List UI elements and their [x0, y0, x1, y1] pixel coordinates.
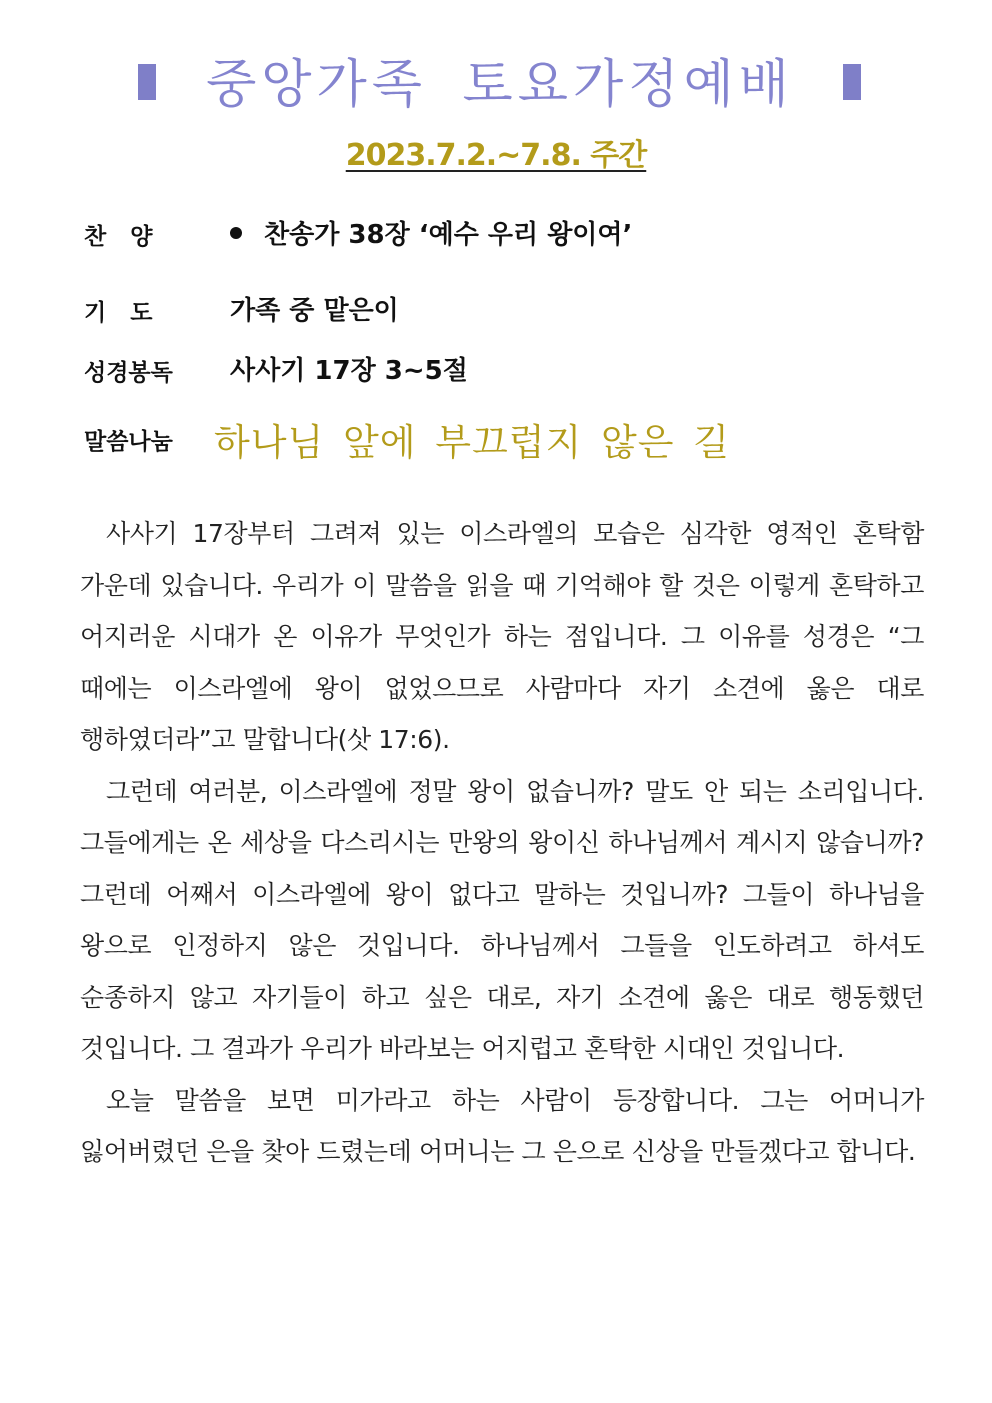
- hymn-value: 찬송가 38장 ‘예수 우리 왕이여’: [264, 220, 633, 250]
- prayer-value: 가족 중 맡은이: [230, 296, 399, 326]
- body-paragraph-3: 오늘 말씀을 보면 미가라고 하는 사람이 등장합니다. 그는 어머니가 잃어버렸던 은을 찾아 드렸는데 어머니는 그 은으로 신상을 만들겠다고 합니다.: [80, 1085, 924, 1166]
- sermon-title: 하나님 앞에 부끄럽지 않은 길: [214, 421, 730, 464]
- date-range-text: 2023.7.2.~7.8. 주간: [345, 138, 647, 173]
- sermon-label: 말씀나눔: [84, 429, 173, 455]
- date-range: [0, 130, 992, 174]
- title-left-bar: [138, 64, 156, 100]
- body-paragraph-2: 그런데 여러분, 이스라엘에 정말 왕이 없습니까? 말도 안 되는 소리입니다. 그들에게는 온 세상을 다스리시는 만왕의 왕이신 하나님께서 계시지 않습니까? 그런데 어째서 이스라엘에 왕이 없다고 말하는 것입니까? 그들이 하나님을 왕으로 인정하지 않은 것입니다. 하나님께서 그들을 인도하려고 하셔도 순종하지 않고 자기들이 하고 싶은 대로, 자기 소견에 옳은 대로 행동했던 것입니다. 그 결과가 우리가 바라보는 어지럽고 혼탁한 시대인 것입니다.: [80, 776, 924, 1063]
- title-row: [0, 40, 992, 120]
- page-title: 중앙가족 토요가정예배: [206, 55, 794, 115]
- body-paragraph-1: 사사기 17장부터 그려져 있는 이스라엘의 모습은 심각한 영적인 혼탁함 가운데 있습니다. 우리가 이 말씀을 읽을 때 기억해야 할 것은 이렇게 혼탁하고 어지러운 시대가 온 이유가 무엇인가 하는 점입니다. 그 이유를 성경은 “그 때에는 이스라엘에 왕이 없었으므로 사람마다 자기 소견에 옳은 대로 행하였더라”고 말합니다(삿 17:6).: [80, 519, 924, 754]
- reading-label: 성경봉독: [84, 360, 173, 386]
- sermon-body: [80, 508, 924, 1178]
- title-right-bar: [843, 64, 861, 100]
- bullet-icon: [230, 227, 242, 239]
- hymn-value-wrap: [230, 214, 632, 251]
- reading-value: 사사기 17장 3~5절: [230, 356, 468, 386]
- hymn-label: 찬 양: [84, 224, 153, 250]
- prayer-label: 기 도: [84, 300, 153, 326]
